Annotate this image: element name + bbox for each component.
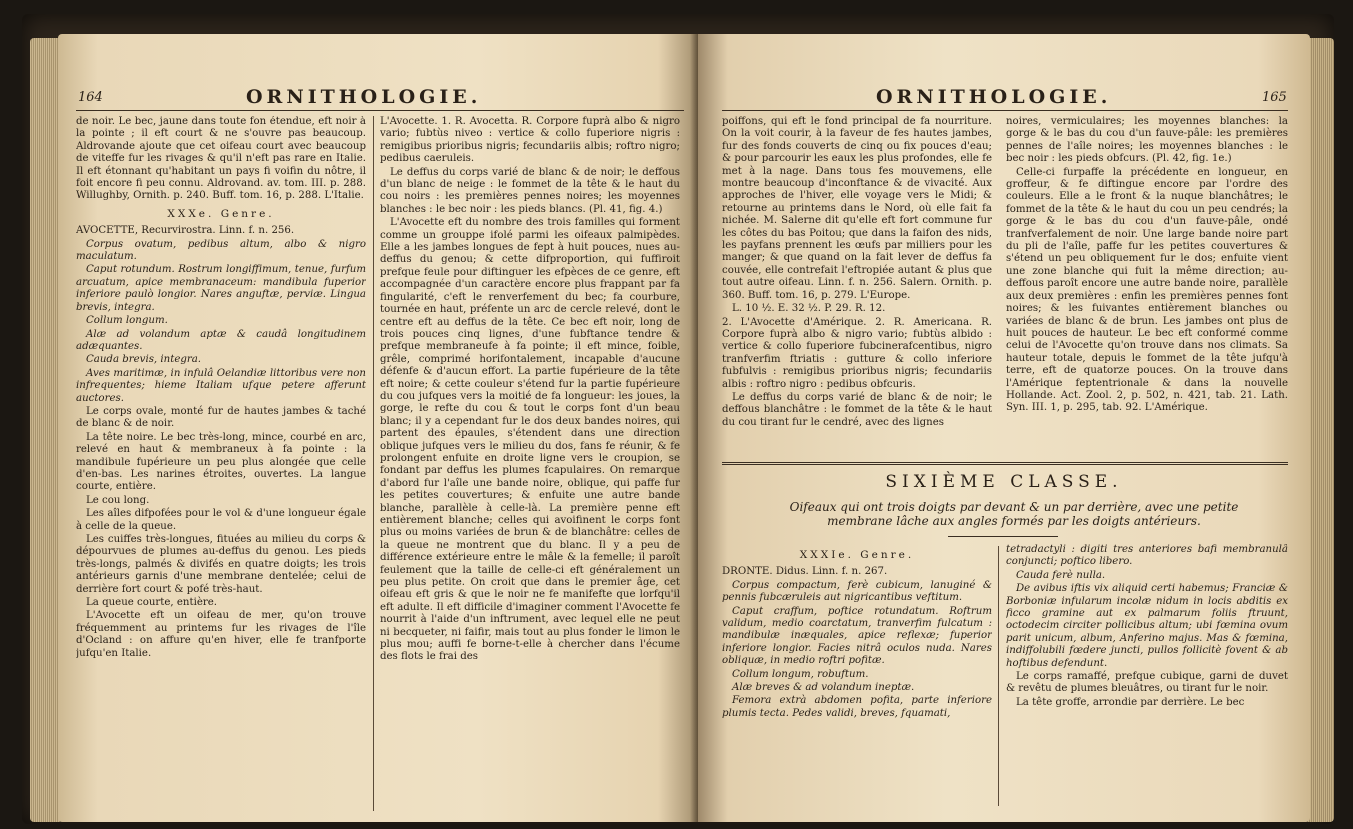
paragraph: Cauda brevis, integra. <box>86 354 202 366</box>
right-page-number: 165 <box>1262 90 1287 105</box>
paragraph: de noir. Le bec, jaune dans toute fon étendue, eft noir à la pointe ; il eft court & ne s'ouvre pas beaucoup. Aldrovande ajoute que cet oifeau court avec beaucoup de viteffe fur les rivages & qu'il n'eft pas rare en Italie. Il eft étonnant qu'habitant un pays fi voifin du nôtre, il foit encore fi peu connu. Aldrovand. av. tom. III. p. 288. Willughby, Ornith. p. 240. Buff. tom. 16, p. 288. L'Italie. <box>76 116 366 202</box>
column-divider-2 <box>998 546 999 806</box>
left-column-1 <box>76 116 366 816</box>
paragraph: AVOCETTE, Recurvirostra. Linn. f. n. 256. <box>76 225 295 237</box>
paragraph: Le deffus du corps varié de blanc & de noir; le deffous d'un blanc de neige : le fommet de la tête & le haut du cou noirs : les premières pennes noires; les moyennes blanches : le bec noir : les pieds blancs. (Pl. 41, fig. 4.) <box>380 166 680 215</box>
paragraph: tetradactyli : digiti tres anteriores bafi membranulâ conjuncti; poftico libero. <box>1006 544 1288 568</box>
class-title: SIXIÈME CLASSE. <box>885 472 1123 492</box>
left-head-rule <box>76 110 684 111</box>
left-page-number: 164 <box>78 90 103 105</box>
paragraph: noires, vermiculaires; les moyennes blanches: la gorge & le bas du cou d'un fauve-pâle: les premières pennes de l'aîle noires; les moyennes blanches : le bec noir : les pieds obfcurs. (Pl. 42, fig. 1e.) <box>1006 116 1288 165</box>
book-spread <box>22 14 1334 824</box>
paragraph: Le corps ramaffé, prefque cubique, garni de duvet & revêtu de plumes bleuâtres, ou tirant fur le noir. <box>1006 671 1288 695</box>
paragraph: Caput craffum, poftice rotundatum. Roftrum validum, medio coarctatum, tranverfim fulcatum : mandibulæ inæquales, apice reflexæ; fuperior inferiore longior. Facies nitrâ oculos nuda. Nares obliquæ, in medio roftri pofitæ. <box>722 605 992 667</box>
short-rule <box>948 536 1058 537</box>
paragraph: La queue courte, entière. <box>86 597 217 609</box>
paragraph: Le corps ovale, monté fur de hautes jambes & taché de blanc & de noir. <box>76 405 366 430</box>
paragraph: 2. L'Avocette d'Amérique. 2. R. Americana. R. Corpore fuprà albo & nigro vario; fubtùs albido : vertice & collo fuperiore fubcinerafcentibus, nigro tranfverfim ftriatis : gutture & collo inferiore fubfulvis : remigibus prioribus nigris; fecundariis albis : roftro nigro : pedibus obfcuris. <box>722 316 992 390</box>
right-column-4 <box>1006 544 1288 814</box>
left-page <box>58 34 698 822</box>
paragraph: De avibus iftis vix aliquid certi habemus; Franciæ & Borboniæ infularum incolæ nidum in locis abditis ex ficco gramine aut ex palmarum foliis ftruunt, octodecim circiter pollicibus altum; ubi fœmina ovum parit unicum, album, Anferino majus. Mas & fœmina, indiffolubili fœdere juncti, pullos follicitè fovent & ab hoftibus defendunt. <box>1006 583 1288 669</box>
right-page-edges <box>1308 38 1334 822</box>
paragraph: Femora extrà abdomen pofita, parte inferiore plumis tecta. Pedes validi, breves, fquamati, <box>722 695 992 719</box>
paragraph: Les cuiffes très-longues, fituées au milieu du corps & dépourvues de plumes au-deffus du genou. Les pieds très-longs, palmés & divifés en quatre doigts; les trois antérieurs garnis d'une membrane dentelée; celui de derrière fort court & pofé très-haut. <box>76 534 366 595</box>
right-column-3 <box>722 544 992 814</box>
left-page-edges <box>30 38 60 822</box>
paragraph: XXXe. Genre. <box>167 207 275 220</box>
paragraph: DRONTE. Didus. Linn. f. n. 267. <box>722 566 888 578</box>
paragraph: Corpus ovatum, pedibus altum, albo & nigro maculatum. <box>76 238 366 263</box>
right-head-rule <box>722 110 1288 111</box>
left-running-head: ORNITHOLOGIE. <box>246 86 482 108</box>
paragraph: L'Avocette eft du nombre des trois familles qui forment comme un grouppe ifolé parmi les oifeaux palmipèdes. Elle a les jambes longues de fept à huit pouces, nues au-deffus du genou; & cette difproportion, qui fuffiroit prefque feule pour diftinguer les efpèces de ce genre, eft accompagnée d'un caractère encore plus frappant par fa fingularité, c'eft le renverfement du bec; fa courbure, tournée en haut, préfente un arc de cercle relevé, dont le centre eft au deffus de la tête. Ce bec eft noir, long de trois pouces cinq lignes, d'une fubftance tendre & prefque membraneufe à fa pointe; il eft mince, foible, grêle, comprimé horifontalement, incapable d'aucune défenfe & d'aucun effort. La partie fupérieure de la tête eft noire; & cette couleur s'étend fur la partie fupérieure du cou jufques vers la moitié de fa longueur: les joues, la gorge, le refte du cou & tout le corps font d'un beau blanc; il y a cependant fur le dos deux bandes noires, qui partent des épaules, s'étendent dans une direction oblique jufques vers le milieu du dos, fans fe réunir, & fe prolongent enfuite en droite ligne vers le croupion, se fondant par deffus les plumes fcapulaires. On remarque d'abord fur l'aîle une bande noire, oblique, qui paffe fur les petites couvertures; & enfuite une autre bande blanche, parallèle à celle-là. La première penne eft entièrement blanche; celles qui avoifinent le corps font plus ou moins variées de brun & de blanchâtre: celles de la queue ne montrent que du blanc. Il y a peu de différence extérieure entre le mâle & la femelle; il paroît feulement que la taille de celle-ci eft généralement un peu plus petite. On croit que dans le premier âge, cet oifeau eft gris & que le noir ne fe manifefte que lorfqu'il eft adulte. Il eft difficile d'imaginer comment l'Avocette fe nourrit à l'aide d'un inftrument, avec lequel elle ne peut ni becqueter, ni faifir, mais tout au plus fonder le limon le plus mou; auffi fe borne-t-elle à chercher dans l'écume des flots le frai des <box>380 217 680 663</box>
paragraph: La tête groffe, arrondie par derrière. Le bec <box>1016 696 1245 708</box>
paragraph: La tête noire. Le bec très-long, mince, courbé en arc, relevé en haut & membraneux à fa pointe : la mandibule fupérieure un peu plus alongée que celle d'en-bas. Les narines étroites, ouvertes. La langue courte, entière. <box>76 431 366 493</box>
class-subtitle: Oifeaux qui ont trois doigts par devant & un par derrière, avec une petite membrane lâche aux angles formés par les doigts antérieurs. <box>789 500 1239 528</box>
paragraph: XXXIe. Genre. <box>799 549 915 561</box>
column-divider <box>373 116 374 811</box>
paragraph: Collum longum. <box>86 315 168 327</box>
paragraph: Les aîles difpofées pour le vol & d'une longueur égale à celle de la queue. <box>76 508 366 532</box>
paragraph: Corpus compactum, ferè cubicum, lanuginé & pennis fubcæruleis aut nigricantibus veftitum. <box>722 579 992 604</box>
right-page <box>698 34 1310 822</box>
paragraph: L'Avocette. 1. R. Avocetta. R. Corpore fuprà albo & nigro vario; fubtùs niveo : vertice & collo fuperiore nigris : remigibus prioribus nigris; fecundariis albis; roftro nigro; pedibus caeruleis. <box>380 116 680 165</box>
paragraph: Celle-ci furpaffe la précédente en longueur, en groffeur, & fe diftingue encore par l'ordre des couleurs. Elle a le front & la nuque blanchâtres; le fommet de la tête & le haut du cou un peu cendrés; la gorge & le bas du cou d'un fauve-pâle, ondé tranfverfalement de noir. Une large bande noire part du pli de l'aîle, paffe fur les petites couvertures & s'étend un peu obliquement fur le dos; enfuite vient une zone blanche qui fuit la même direction; au-deffous paroît encore une autre bande noire, parallèle aux deux premières : enfin les premières pennes font noires; & les fuivantes entièrement blanches ou variées de blanc & de brun. Les jambes ont plus de huit pouces de hauteur. Le bec eft conformé comme celui de l'Avocette qu'on trouve dans nos climats. Sa hauteur totale, depuis le fommet de la tête jufqu'à terre, eft de quatorze pouces. On la trouve dans l'Amérique feptentrionale & dans la nouvelle Hollande. Act. Zool. 2, p. 502, n. 421, tab. 21. Lath. Syn. III. 1, p. 295, tab. 92. L'Amérique. <box>1006 166 1288 414</box>
paragraph: Aves maritimæ, in infulâ Oelandiæ littoribus vere non infrequentes; hieme Italiam ufque petere afferunt auctores. <box>76 367 366 404</box>
right-running-head: ORNITHOLOGIE. <box>876 86 1112 108</box>
paragraph: Cauda ferè nulla. <box>1016 569 1106 581</box>
paragraph: L. 10 ½. E. 32 ½. P. 29. R. 12. <box>732 303 886 315</box>
paragraph: Le cou long. <box>86 494 150 506</box>
paragraph: L'Avocette eft un oifeau de mer, qu'on trouve fréquemment au printems fur les rivages de l'île d'Ocland : on affure qu'en hiver, elle fe tranfporte jufqu'en Italie. <box>76 610 366 659</box>
paragraph: Alæ ad volandum aptæ & caudâ longitudinem adæquantes. <box>76 328 366 352</box>
paragraph: Collum longum, robuftum. <box>732 668 869 680</box>
right-column-2 <box>1006 116 1288 456</box>
paragraph: Caput rotundum. Rostrum longiffimum, tenue, furfum arcuatum, apice membranaceum: mandibula fuperior inferiore paulò longior. Nares anguftæ, perviæ. Lingua brevis, integra. <box>76 264 366 313</box>
right-column-1 <box>722 116 992 456</box>
class-separator-rule <box>722 462 1288 465</box>
left-column-2 <box>380 116 680 816</box>
paragraph: poiffons, qui eft le fond principal de fa nourriture. On la voit courir, à la faveur de fes hautes jambes, fur des fonds couverts de cinq ou fix pouces d'eau; & pour parcourir les eaux les plus profondes, elle fe met à la nage. Dans tous fes mouvemens, elle montre beaucoup d'inconftance & de vivacité. Aux approches de l'hiver, elle voyage vers le Midi; & retourne au printems dans le Nord, où elle fait fa nichée. M. Salerne dit qu'elle eft fort commune fur les côtes du bas Poitou; que dans la faifon des nids, les payfans prennent les œufs par milliers pour les manger; & que quand on la fait lever de deffus fa couvée, elle contrefait l'eftropiée autant & plus que tout autre oifeau. Linn. f. n. 256. Salern. Ornith. p. 360. Buff. tom. 16, p. 279. L'Europe. <box>722 116 992 301</box>
paragraph: Le deffus du corps varié de blanc & de noir; le deffous blanchâtre : le fommet de la tête & le haut du cou tirant fur le cendré, avec des lignes <box>722 391 992 428</box>
paragraph: Alæ breves & ad volandum ineptæ. <box>732 682 915 694</box>
